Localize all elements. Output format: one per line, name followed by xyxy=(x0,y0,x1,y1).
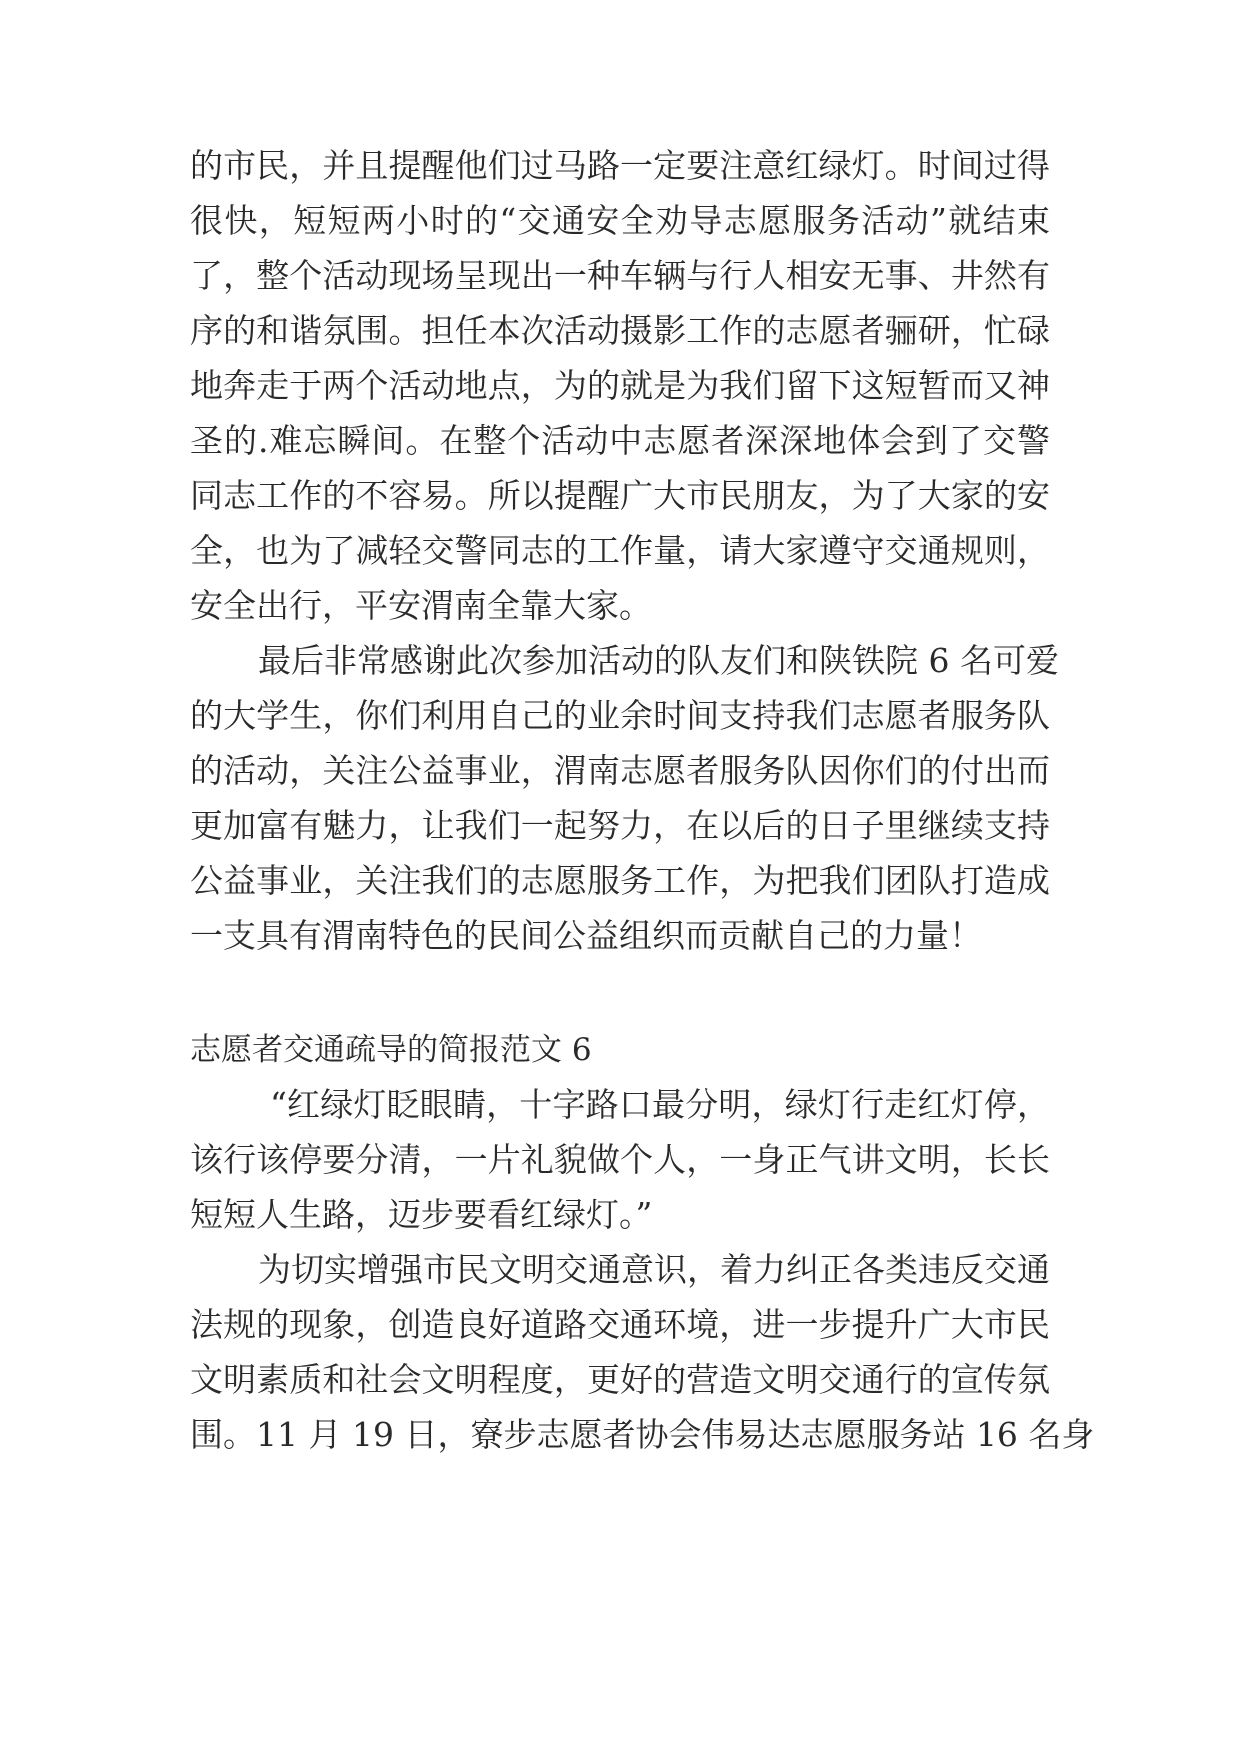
paragraph-3-line-2: 法规的现象，创造良好道路交通环境，进一步提升广大市民 xyxy=(190,1305,1050,1344)
paragraph-3-line-4: 围。11 月 19 日，寮步志愿者协会伟易达志愿服务站 16 名身 xyxy=(190,1415,1095,1454)
paragraph-1-line-9: 安全出行，平安渭南全靠大家。 xyxy=(190,586,652,625)
paragraph-1-line-2: 很快，短短两小时的“交通安全劝导志愿服务活动”就结束 xyxy=(190,201,1050,240)
paragraph-2-line-6: 一支具有渭南特色的民间公益组织而贡献自己的力量！ xyxy=(190,916,982,955)
quote-line-1: “红绿灯眨眼睛，十字路口最分明，绿灯行走红灯停， xyxy=(270,1085,1050,1124)
paragraph-2-line-5: 公益事业，关注我们的志愿服务工作，为把我们团队打造成 xyxy=(190,861,1050,900)
paragraph-2-line-1: 最后非常感谢此次参加活动的队友们和陕铁院 6 名可爱 xyxy=(258,641,1059,680)
paragraph-1-line-6: 圣的.难忘瞬间。在整个活动中志愿者深深地体会到了交警 xyxy=(190,421,1050,460)
paragraph-1-line-5: 地奔走于两个活动地点，为的就是为我们留下这短暂而又神 xyxy=(190,366,1050,405)
paragraph-1-line-7: 同志工作的不容易。所以提醒广大市民朋友，为了大家的安 xyxy=(190,476,1050,515)
quote-line-3: 短短人生路，迈步要看红绿灯。” xyxy=(190,1195,653,1234)
paragraph-2-line-4: 更加富有魅力，让我们一起努力，在以后的日子里继续支持 xyxy=(190,806,1050,845)
paragraph-2-line-2: 的大学生，你们利用自己的业余时间支持我们志愿者服务队 xyxy=(190,696,1050,735)
paragraph-2-line-3: 的活动，关注公益事业，渭南志愿者服务队因你们的付出而 xyxy=(190,751,1050,790)
paragraph-1-line-8: 全，也为了减轻交警同志的工作量，请大家遵守交通规则， xyxy=(190,531,1050,570)
paragraph-1-line-1: 的市民，并且提醒他们过马路一定要注意红绿灯。时间过得 xyxy=(190,146,1050,185)
paragraph-3-line-3: 文明素质和社会文明程度，更好的营造文明交通行的宣传氛 xyxy=(190,1360,1050,1399)
section-heading: 志愿者交通疏导的简报范文 6 xyxy=(190,1032,592,1068)
paragraph-1-line-3: 了，整个活动现场呈现出一种车辆与行人相安无事、井然有 xyxy=(190,256,1050,295)
paragraph-3-line-1: 为切实增强市民文明交通意识，着力纠正各类违反交通 xyxy=(258,1250,1050,1289)
paragraph-1-line-4: 序的和谐氛围。担任本次活动摄影工作的志愿者骊研，忙碌 xyxy=(190,311,1050,350)
quote-line-2: 该行该停要分清，一片礼貌做个人，一身正气讲文明，长长 xyxy=(190,1140,1050,1179)
